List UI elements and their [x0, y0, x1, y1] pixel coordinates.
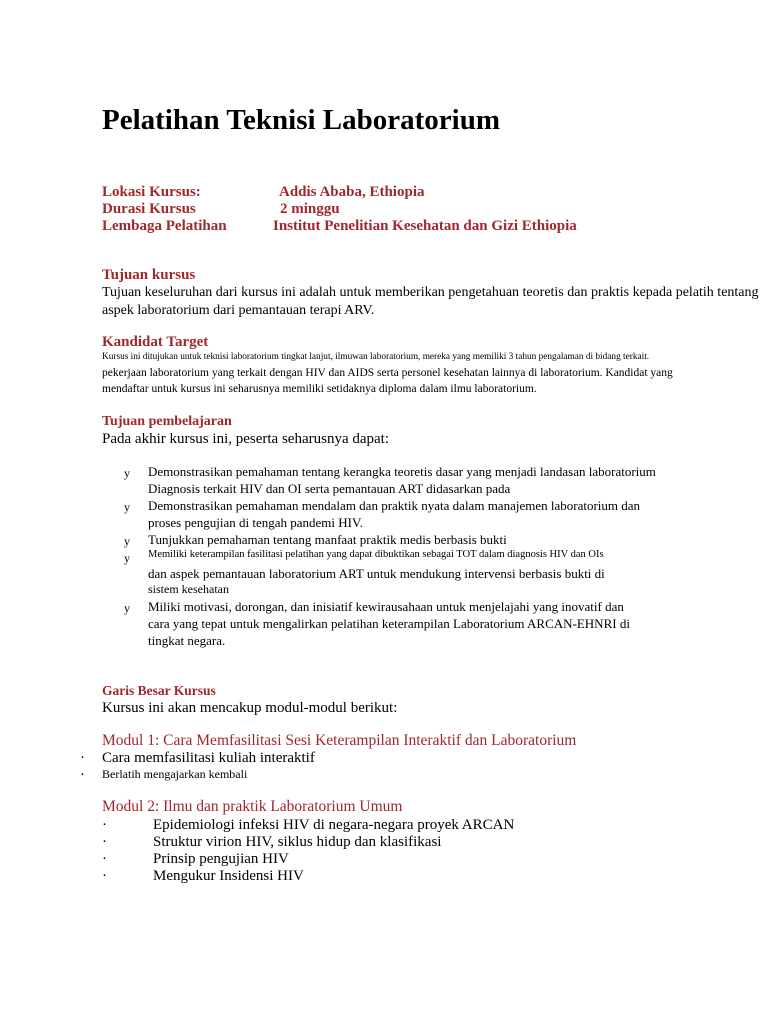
modul-2-bullet: ·	[102, 851, 107, 867]
objective-4-line-3: sistem kesehatan	[148, 582, 229, 596]
garis-besar-intro: Kursus ini akan mencakup modul-modul berikut:	[102, 700, 398, 716]
objective-bullet: y	[124, 551, 130, 565]
objective-2-line-2: proses pengujian di tengah pandemi HIV.	[148, 515, 363, 530]
modul-2-bullet: ·	[102, 868, 107, 884]
tujuan-kursus-line-2: aspek laboratorium dari pemantauan terapi ARV.	[102, 303, 375, 318]
durasi-label: Durasi Kursus	[102, 201, 196, 217]
page-title: Pelatihan Teknisi Laboratorium	[102, 104, 501, 136]
objective-1-line-2: Diagnosis terkait HIV dan OI serta pemantauan ART didasarkan pada	[148, 481, 511, 496]
kandidat-line-2: pekerjaan laboratorium yang terkait dengan HIV dan AIDS serta personel kesehatan lainnya di laboratorium. Kandidat yang	[102, 367, 673, 379]
tujuan-kursus-line-1: Tujuan keseluruhan dari kursus ini adalah untuk memberikan pengetahuan teoretis dan praktis kepada pelatih tentang	[102, 285, 759, 300]
modul-2-item-1: Epidemiologi infeksi HIV di negara-negara proyek ARCAN	[153, 817, 515, 833]
lokasi-label: Lokasi Kursus:	[102, 184, 201, 200]
modul-1-bullet: ·	[80, 767, 85, 783]
durasi-value: 2 minggu	[280, 201, 340, 217]
modul-2-bullet: ·	[102, 834, 107, 850]
objective-bullet: y	[124, 601, 130, 615]
objective-bullet: y	[124, 466, 130, 480]
objective-2-line-1: Demonstrasikan pemahaman mendalam dan praktik nyata dalam manajemen laboratorium dan	[148, 498, 641, 513]
kandidat-line-3: mendaftar untuk kursus ini seharusnya memiliki setidaknya diploma dalam ilmu laboratorium.	[102, 383, 537, 395]
modul-1-item-1: Cara memfasilitasi kuliah interaktif	[102, 750, 315, 766]
lokasi-value: Addis Ababa, Ethiopia	[279, 184, 425, 200]
objective-4-line-2: dan aspek pemantauan laboratorium ART untuk mendukung intervensi berbasis bukti di	[148, 566, 605, 581]
tujuan-kursus-heading: Tujuan kursus	[102, 267, 196, 283]
modul-1-item-2: Berlatih mengajarkan kembali	[102, 767, 248, 781]
modul-2-item-3: Prinsip pengujian HIV	[153, 851, 289, 867]
objective-bullet: y	[124, 500, 130, 514]
kandidat-heading: Kandidat Target	[102, 334, 209, 350]
tujuan-pembelajaran-heading: Tujuan pembelajaran	[102, 414, 232, 429]
modul-2-item-4: Mengukur Insidensi HIV	[153, 868, 304, 884]
tujuan-pembelajaran-intro: Pada akhir kursus ini, peserta seharusnya dapat:	[102, 431, 389, 447]
objective-bullet: y	[124, 534, 130, 548]
modul-1-title: Modul 1: Cara Memfasilitasi Sesi Keterampilan Interaktif dan Laboratorium	[102, 732, 577, 749]
objective-5-line-3: tingkat negara.	[148, 633, 226, 648]
kandidat-line-1: Kursus ini ditujukan untuk teknisi laboratorium tingkat lanjut, ilmuwan laboratorium, mereka yang memiliki 3 tahun pengalaman di bidang terkait.	[102, 352, 650, 362]
objective-5-line-1: Miliki motivasi, dorongan, dan inisiatif kewirausahaan untuk menjelajahi yang inovatif dan	[148, 599, 624, 614]
modul-2-bullet: ·	[102, 817, 107, 833]
lembaga-label: Lembaga Pelatihan	[102, 218, 227, 234]
garis-besar-heading: Garis Besar Kursus	[102, 683, 216, 698]
modul-1-bullet: ·	[80, 750, 85, 766]
modul-2-item-2: Struktur virion HIV, siklus hidup dan klasifikasi	[153, 834, 442, 850]
lembaga-value: Institut Penelitian Kesehatan dan Gizi Ethiopia	[273, 218, 577, 234]
objective-3-line-1: Tunjukkan pemahaman tentang manfaat praktik medis berbasis bukti	[148, 532, 507, 547]
objective-1-line-1: Demonstrasikan pemahaman tentang kerangka teoretis dasar yang menjadi landasan laboratorium	[148, 464, 656, 479]
objective-5-line-2: cara yang tepat untuk mengalirkan pelatihan keterampilan Laboratorium ARCAN-EHNRI di	[148, 616, 630, 631]
objective-4-line-1: Memiliki keterampilan fasilitasi pelatihan yang dapat dibuktikan sebagai TOT dalam diagnosis HIV dan OIs	[148, 549, 604, 560]
modul-2-title: Modul 2: Ilmu dan praktik Laboratorium Umum	[102, 798, 403, 815]
